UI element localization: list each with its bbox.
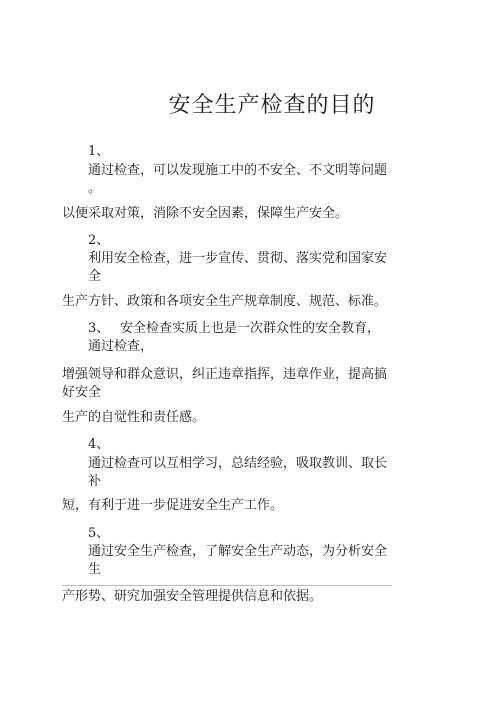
item-2-line-2: 全 [88,269,102,284]
item-3-number: 3、 [88,321,110,336]
item-4-continuation-1: 短，有利于进一步促进安全生产工作。 [62,498,284,513]
item-4-line-1: 通过检查可以互相学习，总结经验，吸取教训、取长 [88,456,388,471]
item-3-continuation-2: 好安全 [62,385,102,400]
item-5-line-1: 通过安全生产检查，了解安全生产动态，为分析安全 [88,544,388,559]
item-1-line-1: 通过检查，可以发现施工中的不安全、不文明等问题 [88,163,388,178]
divider-line [62,585,392,586]
page-title: 安全生产检查的目的 [168,93,376,118]
item-2-line-1: 利用安全检查，进一步宣传、贯彻、落实党和国家安 [88,251,388,266]
item-5-line-2: 生 [88,562,102,577]
item-1-continuation-1: 以便采取对策，消除不安全因素，保障生产安全。 [62,206,349,221]
item-5-number: 5、 [88,526,110,541]
item-1-number: 1、 [88,144,110,159]
item-5-continuation-1: 产形势、研究加强安全管理提供信息和依据。 [62,589,323,604]
item-3-continuation-3: 生产的自觉性和责任感。 [62,410,206,425]
item-4-number: 4、 [88,437,110,452]
item-2-continuation-1: 生产方针、政策和各项安全生产规章制度、规范、标准。 [62,294,388,309]
item-3-line-2: 通过检查， [88,339,154,354]
item-3-continuation-1: 增强领导和群众意识，纠正违章指挥，违章作业，提高搞 [62,367,388,382]
item-3-line-1: 安全检查实质上也是一次群众性的安全教育， [120,321,381,336]
item-1-line-2: 。 [88,181,102,196]
item-2-number: 2、 [88,233,110,248]
item-4-line-2: 补 [88,474,102,489]
